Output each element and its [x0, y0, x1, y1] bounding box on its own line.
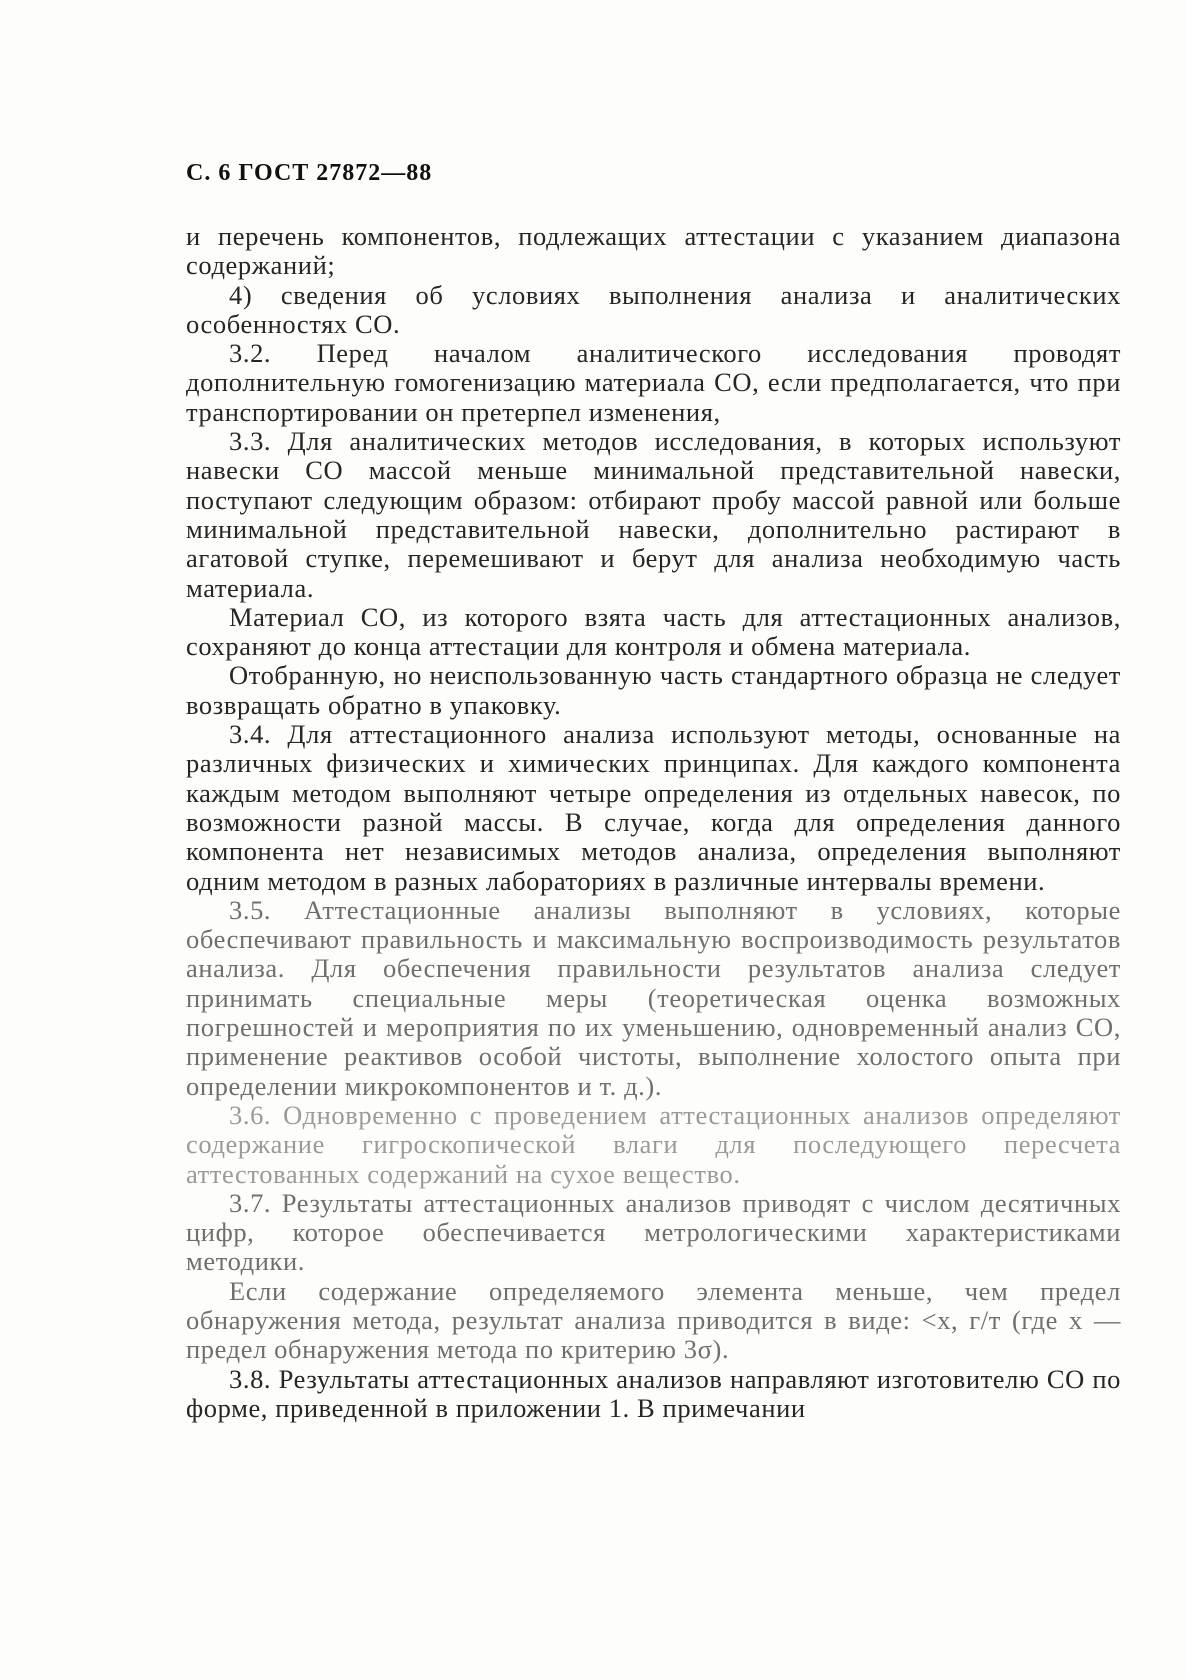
paragraph-3-8: 3.8. Результаты аттестационных анализов направляют изготовителю СО по форме, приведенной в приложении 1. В примечании [186, 1363, 1121, 1423]
paragraph-3-4: 3.4. Для аттестационного анализа используют методы, основанные на различных физических и химических принципах. Для каждого компонента каждым методом выполняют четыре определения из отдельных навесок, по возможности разной массы. В случае, когда для определения данного компонента нет независимых методов анализа, определения выполняют одним методом в разных лабораториях в различные интервалы времени. [186, 719, 1121, 896]
paragraph-3-6: 3.6. Одновременно с проведением аттестационных анализов определяют содержание гигроскопической влаги для последующего пересчета аттестованных содержаний на сухое вещество. [186, 1099, 1121, 1189]
paragraph-material: Материал СО, из которого взята часть для аттестационных анализов, сохраняют до конца аттестации для контроля и обмена материала. [186, 601, 1121, 662]
paragraph-item-4: 4) сведения об условиях выполнения анализа и аналитических особенностях СО. [186, 279, 1121, 339]
paragraph-3-5: 3.5. Аттестационные анализы выполняют в условиях, которые обеспечивают правильность и максимальную воспроизводимость результатов анализа. Для обеспечения правильности результатов анализа следует принимать специальные меры (теоретическая оценка возможных погрешностей и мероприятия по их уменьшению, одновременный анализ СО, применение реактивов особой чистоты, выполнение холостого опыта при определении микрокомпонентов и т. д.). [186, 894, 1121, 1101]
page-header: С. 6 ГОСТ 27872—88 [186, 160, 433, 186]
body-text [186, 222, 1121, 1423]
paragraph-continuation: и перечень компонентов, подлежащих аттестации с указанием диапазона содержаний; [186, 221, 1121, 281]
paragraph-unused-part: Отобранную, но неиспользованную часть стандартного образца не следует возвращать обратно в упаковку. [186, 660, 1121, 720]
paragraph-3-2: 3.2. Перед началом аналитического исследования проводят дополнительную гомогенизацию материала СО, если предполагается, что при транспортировании он претерпел изменения, [186, 338, 1121, 427]
paragraph-3-7: 3.7. Результаты аттестационных анализов приводят с числом десятичных цифр, которое обеспечивается метрологическими характеристиками методики. [186, 1187, 1121, 1277]
paragraph-detection-limit: Если содержание определяемого элемента меньше, чем предел обнаружения метода, результат анализа приводится в виде: <x, г/т (где x — предел обнаружения метода по критерию 3σ). [186, 1275, 1121, 1365]
paragraph-3-3: 3.3. Для аналитических методов исследования, в которых используют навески СО массой меньше минимальной представительной навески, поступают следующим образом: отбирают пробу массой равной или больше минимальной представительной навески, дополнительно растирают в агатовой ступке, перемешивают и берут для анализа необходимую часть материала. [186, 426, 1121, 603]
